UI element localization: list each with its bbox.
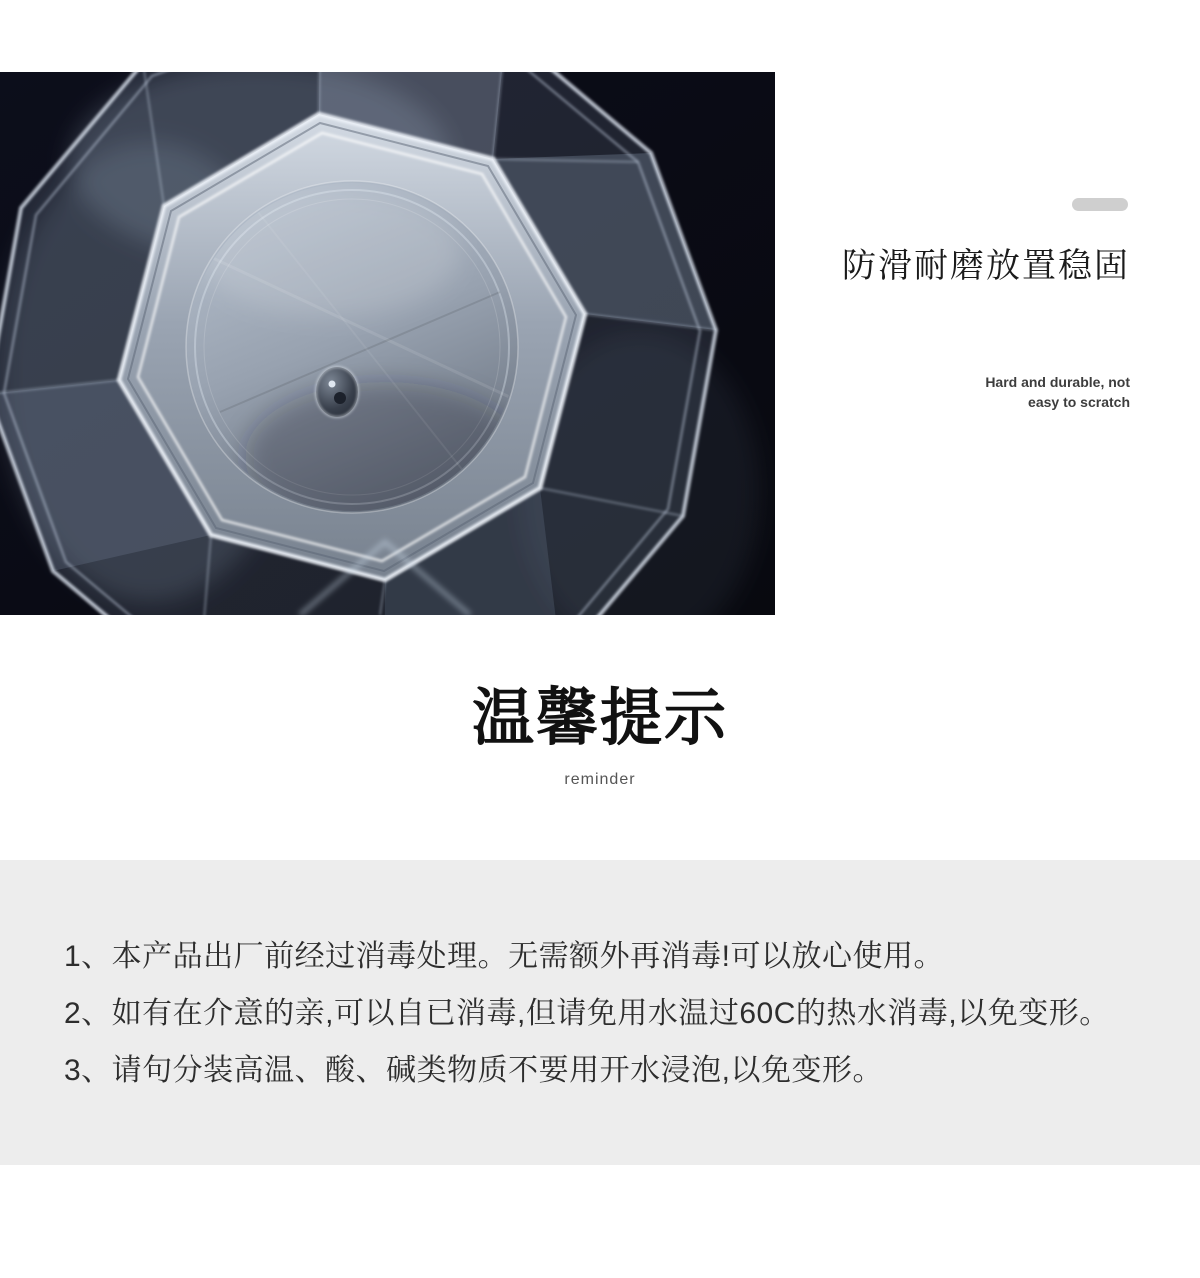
note-item-2: 2、如有在介意的亲,可以自已消毒,但请免用水温过60C的热水消毒,以免变形。 <box>64 997 1110 1030</box>
note-item-1: 1、本产品出厂前经过消毒处理。无需额外再消毒!可以放心使用。 <box>64 940 945 973</box>
feature-subtext-en <box>985 372 1130 412</box>
feature-subtext-line2: easy to scratch <box>1028 394 1130 410</box>
product-photo-cup-bottom <box>0 72 775 615</box>
section-title: 温馨提示 <box>471 684 728 753</box>
cup-bottom-illustration <box>0 72 775 615</box>
divider-pill <box>1072 198 1128 211</box>
note-item-3: 3、请句分装高温、酸、碱类物质不要用开水浸泡,以免变形。 <box>64 1054 884 1087</box>
section-subtitle: reminder <box>564 771 636 789</box>
reminder-title-block <box>0 686 1200 789</box>
notes-panel <box>0 860 1200 1165</box>
feature-heading: 防滑耐磨放置稳固 <box>842 247 1130 285</box>
center-dimple <box>316 367 358 417</box>
feature-subtext-line1: Hard and durable, not <box>985 374 1130 390</box>
